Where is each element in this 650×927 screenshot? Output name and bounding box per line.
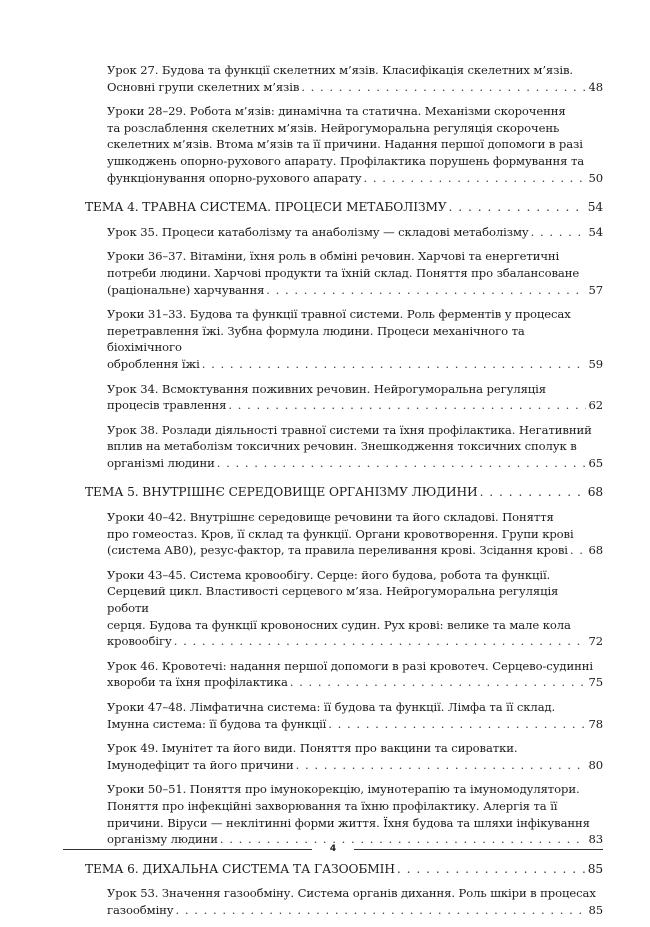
- topic-title: ТЕМА 5. ВНУТРІШНЄ СЕРЕДОВИЩЕ ОРГАНІЗМУ ЛЮДИНИ: [85, 485, 478, 500]
- entry-text-line: серця. Будова та функції кровоносних судин. Рух крові: велике та мале кола: [107, 617, 571, 632]
- entry-text-line: скелетних м’язів. Втома м’язів та її причини. Надання першої допомоги в разі: [107, 137, 583, 152]
- entry-text-last: Імунодефіцит та його причини: [107, 757, 294, 772]
- entry-text-last: функціонування опорно-рухового апарату: [107, 170, 362, 185]
- entry-text-last: кровообігу: [107, 634, 172, 649]
- toc-topic-5[interactable]: [85, 484, 603, 501]
- entry-text-line: Урок 53. Значення газообміну. Система органів дихання. Роль шкіри в процесах: [107, 886, 596, 901]
- entry-text-last: (система АВ0), резус-фактор, та правила переливання крові. Зсідання крові: [107, 543, 568, 558]
- page-number: 4: [329, 844, 337, 854]
- toc-topic-4[interactable]: [85, 199, 603, 216]
- entry-text-line: причини. Віруси — неклітинні форми життя. Їхня будова та шляхи інфікування: [107, 815, 590, 830]
- entry-text-last: оброблення їжі: [107, 356, 200, 371]
- dot-leader: [531, 224, 587, 241]
- dot-leader: [202, 356, 587, 373]
- entry-text-line: Урок 27. Будова та функції скелетних м’язів. Класифікація скелетних м’язів.: [107, 63, 573, 77]
- entry-text-line: Поняття про інфекційні захворювання та їхню профілактику. Алергія та її: [107, 798, 558, 813]
- page-ref: 48: [588, 79, 603, 94]
- page-ref: 65: [588, 455, 603, 470]
- entry-text-last: організму людини: [107, 832, 218, 847]
- dot-leader: [266, 282, 586, 299]
- page-ref: 72: [588, 634, 603, 649]
- entry-text-line: про гомеостаз. Кров, її склад та функції. Органи кровотворення. Групи крові: [107, 526, 574, 541]
- toc-entry-lessons-40-42[interactable]: [107, 509, 603, 559]
- entry-text-line: вплив на метаболізм токсичних речовин. Знешкодження токсичних сполук в: [107, 439, 577, 454]
- dot-leader: [228, 397, 586, 414]
- entry-text-line: потреби людини. Харчові продукти та їхній склад. Поняття про збалансоване: [107, 265, 580, 280]
- entry-text-line: Уроки 50–51. Поняття про імунокорекцію, імунотерапію та імуномодулятори.: [107, 782, 580, 797]
- entry-text-last: організмі людини: [107, 455, 215, 470]
- dot-leader: [397, 861, 586, 878]
- entry-text-last: процесів травлення: [107, 398, 227, 413]
- entry-text-last: Імунна система: її будова та функції: [107, 716, 327, 731]
- toc-topic-6[interactable]: [85, 861, 603, 878]
- entry-text-line: Урок 49. Імунітет та його види. Поняття про вакцини та сироватки.: [107, 741, 518, 756]
- page-ref: 83: [588, 832, 603, 847]
- toc-entry-lessons-47-48[interactable]: [107, 699, 603, 732]
- toc-entry-lesson-53[interactable]: [107, 885, 603, 918]
- toc-entry-lessons-43-45[interactable]: [107, 567, 603, 650]
- dot-leader: [301, 79, 586, 96]
- page-ref: 68: [587, 485, 603, 500]
- entry-text-line: Уроки 40–42. Внутрішнє середовище речовини та його складові. Поняття: [107, 510, 554, 525]
- dot-leader: [290, 674, 587, 691]
- page-ref: 75: [588, 675, 603, 690]
- page-ref: 54: [587, 200, 603, 215]
- toc-entry-lesson-27[interactable]: [107, 62, 603, 95]
- page-ref: 57: [588, 282, 603, 297]
- toc-entry-lessons-31-33[interactable]: [107, 306, 603, 372]
- dot-leader: [174, 633, 587, 650]
- page-ref: 85: [587, 861, 603, 876]
- entry-text-line: Урок 34. Всмоктування поживних речовин. Нейрогуморальна регуляція: [107, 381, 546, 396]
- toc-entry-lesson-38[interactable]: [107, 422, 603, 472]
- page-ref: 50: [588, 170, 603, 185]
- dot-leader: [328, 716, 586, 733]
- entry-text-last: хвороби та їхня профілактика: [107, 675, 288, 690]
- entry-text-line: Урок 46. Кровотечі: надання першої допомоги в разі кровотеч. Серцево-судинні: [107, 658, 593, 673]
- topic-title: ТЕМА 6. ДИХАЛЬНА СИСТЕМА ТА ГАЗООБМІН: [85, 861, 395, 876]
- entry-text-last: Основні групи скелетних м’язів: [107, 79, 300, 94]
- dot-leader: [296, 757, 587, 774]
- dot-leader: [176, 902, 587, 919]
- footer-rule-right: [354, 849, 603, 850]
- topic-title: ТЕМА 4. ТРАВНА СИСТЕМА. ПРОЦЕСИ МЕТАБОЛІЗМУ: [85, 200, 447, 215]
- page-ref: 59: [588, 356, 603, 371]
- toc-entry-lessons-28-29[interactable]: [107, 103, 603, 186]
- dot-leader: [480, 484, 586, 501]
- toc-entry-lesson-49[interactable]: [107, 740, 603, 773]
- page-ref: 68: [588, 543, 603, 558]
- toc-entry-lesson-35[interactable]: [107, 224, 603, 241]
- dot-leader: [449, 199, 586, 216]
- entry-text-line: Уроки 31–33. Будова та функції травної системи. Роль ферментів у процесах: [107, 307, 571, 322]
- entry-text-last: (раціональне) харчування: [107, 282, 265, 297]
- entry-text-line: ушкоджень опорно-рухового апарату. Профілактика порушень формування та: [107, 153, 585, 168]
- entry-text-line: Урок 38. Розлади діяльності травної системи та їхня профілактика. Негативний: [107, 422, 592, 437]
- dot-leader: [364, 170, 587, 187]
- page-ref: 80: [588, 757, 603, 772]
- dot-leader: [217, 455, 587, 472]
- page-ref: 78: [588, 716, 603, 731]
- footer-rule-left: [63, 849, 312, 850]
- toc-entry-lessons-36-37[interactable]: [107, 248, 603, 298]
- page-footer: [63, 842, 603, 856]
- entry-text-line: Серцевий цикл. Властивості серцевого м’яза. Нейрогуморальна регуляція роботи: [107, 584, 559, 616]
- table-of-contents: [85, 62, 603, 927]
- toc-entry-lessons-50-51[interactable]: [107, 781, 603, 847]
- toc-entry-lesson-34[interactable]: [107, 381, 603, 414]
- dot-leader: [570, 542, 587, 559]
- entry-text-line: та розслаблення скелетних м’язів. Нейрогуморальна регуляція скорочень: [107, 120, 560, 135]
- toc-entry-lesson-46[interactable]: [107, 658, 603, 691]
- page-ref: 62: [588, 398, 603, 413]
- entry-text-line: перетравлення їжі. Зубна формула людини. Процеси механічного та біохімічного: [107, 323, 525, 355]
- entry-text-last: Урок 35. Процеси катаболізму та анаболізму — складові метаболізму: [107, 224, 529, 239]
- entry-text-line: Уроки 36–37. Вітаміни, їхня роль в обміні речовин. Харчові та енергетичні: [107, 249, 560, 264]
- entry-text-last: газообміну: [107, 902, 174, 917]
- entry-text-line: Уроки 47–48. Лімфатична система: її будова та функції. Лімфа та її склад.: [107, 700, 556, 714]
- page-ref: 54: [588, 224, 603, 239]
- page-ref: 85: [588, 902, 603, 917]
- entry-text-line: Уроки 28–29. Робота м’язів: динамічна та статична. Механізми скорочення: [107, 104, 566, 119]
- entry-text-line: Уроки 43–45. Система кровообігу. Серце: його будова, робота та функції.: [107, 567, 551, 582]
